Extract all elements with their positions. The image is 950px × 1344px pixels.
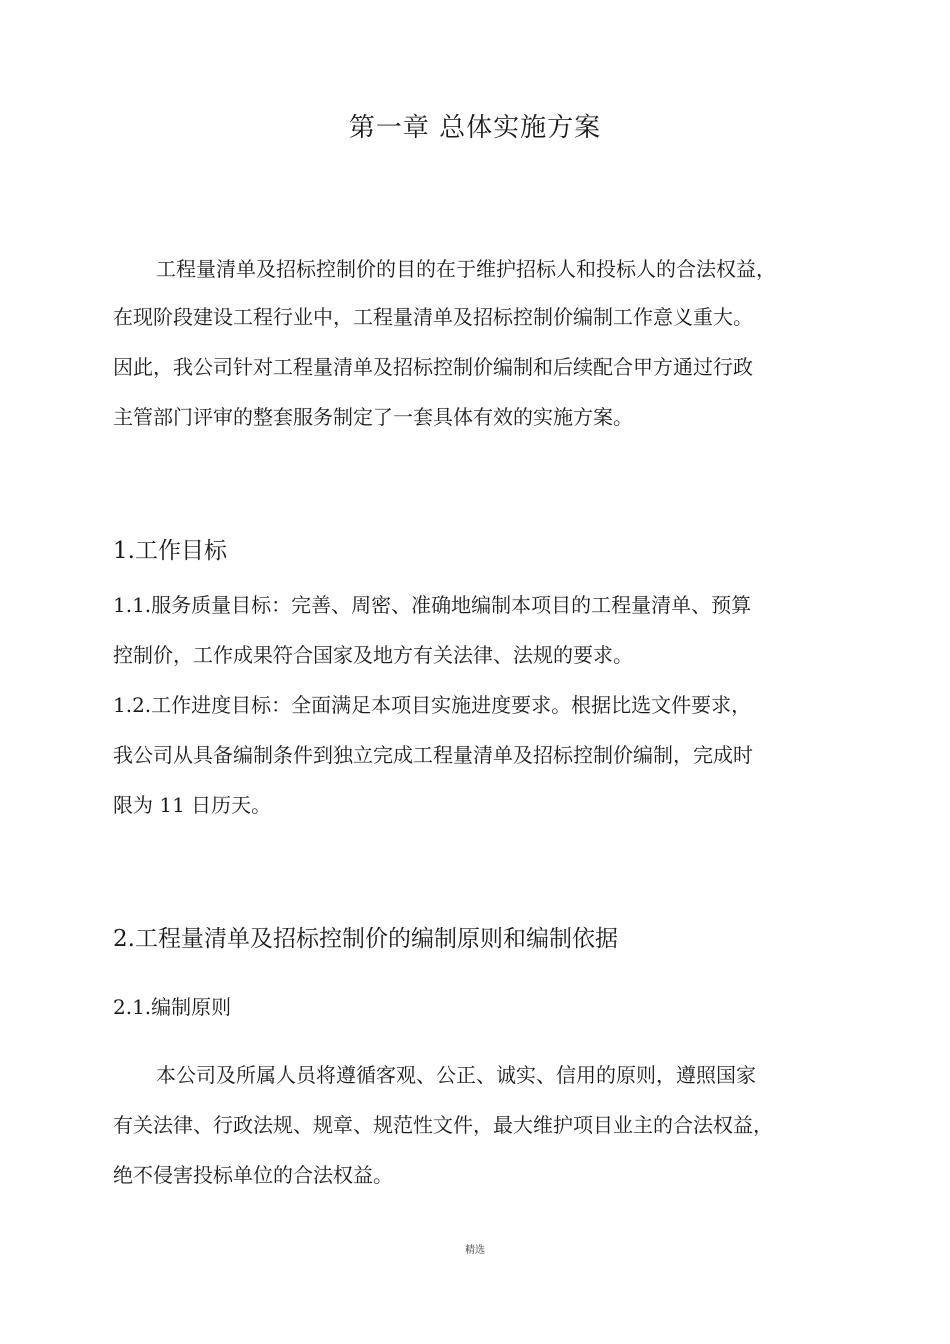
section-1-item-2-line-1: 1.2.工作进度目标：全面满足本项目实施进度要求。根据比选文件要求， — [113, 693, 752, 717]
intro-line-4: 主管部门评审的整套服务制定了一套具体有效的实施方案。 — [113, 405, 633, 429]
section-1-heading: 1.工作目标 — [113, 538, 227, 564]
section-1-item-1-line-2: 控制价，工作成果符合国家及地方有关法律、法规的要求。 — [113, 643, 633, 667]
section-1-item-1-line-1: 1.1.服务质量目标：完善、周密、准确地编制本项目的工程量清单、预算 — [113, 593, 752, 617]
section-1-item-2-line-3: 限为 11 日历天。 — [113, 793, 272, 817]
section-2-heading: 2.工程量清单及招标控制价的编制原则和编制依据 — [113, 926, 618, 952]
section-2-para-line-2: 有关法律、行政法规、规章、规范性文件，最大维护项目业主的合法权益， — [113, 1113, 773, 1137]
intro-line-3: 因此，我公司针对工程量清单及招标控制价编制和后续配合甲方通过行政 — [113, 355, 753, 379]
chapter-title: 第一章 总体实施方案 — [348, 113, 602, 143]
section-2-para-line-3: 绝不侵害投标单位的合法权益。 — [113, 1163, 393, 1187]
intro-line-2: 在现阶段建设工程行业中，工程量清单及招标控制价编制工作意义重大。 — [113, 305, 753, 329]
intro-line-1: 工程量清单及招标控制价的目的在于维护招标人和投标人的合法权益， — [156, 257, 776, 281]
section-1-item-2-line-2: 我公司从具备编制条件到独立完成工程量清单及招标控制价编制，完成时 — [113, 743, 753, 767]
section-2-sub-heading: 2.1.编制原则 — [113, 995, 232, 1019]
section-2-para-line-1: 本公司及所属人员将遵循客观、公正、诚实、信用的原则，遵照国家 — [156, 1063, 756, 1087]
page-footer: 精选 — [465, 1245, 485, 1256]
